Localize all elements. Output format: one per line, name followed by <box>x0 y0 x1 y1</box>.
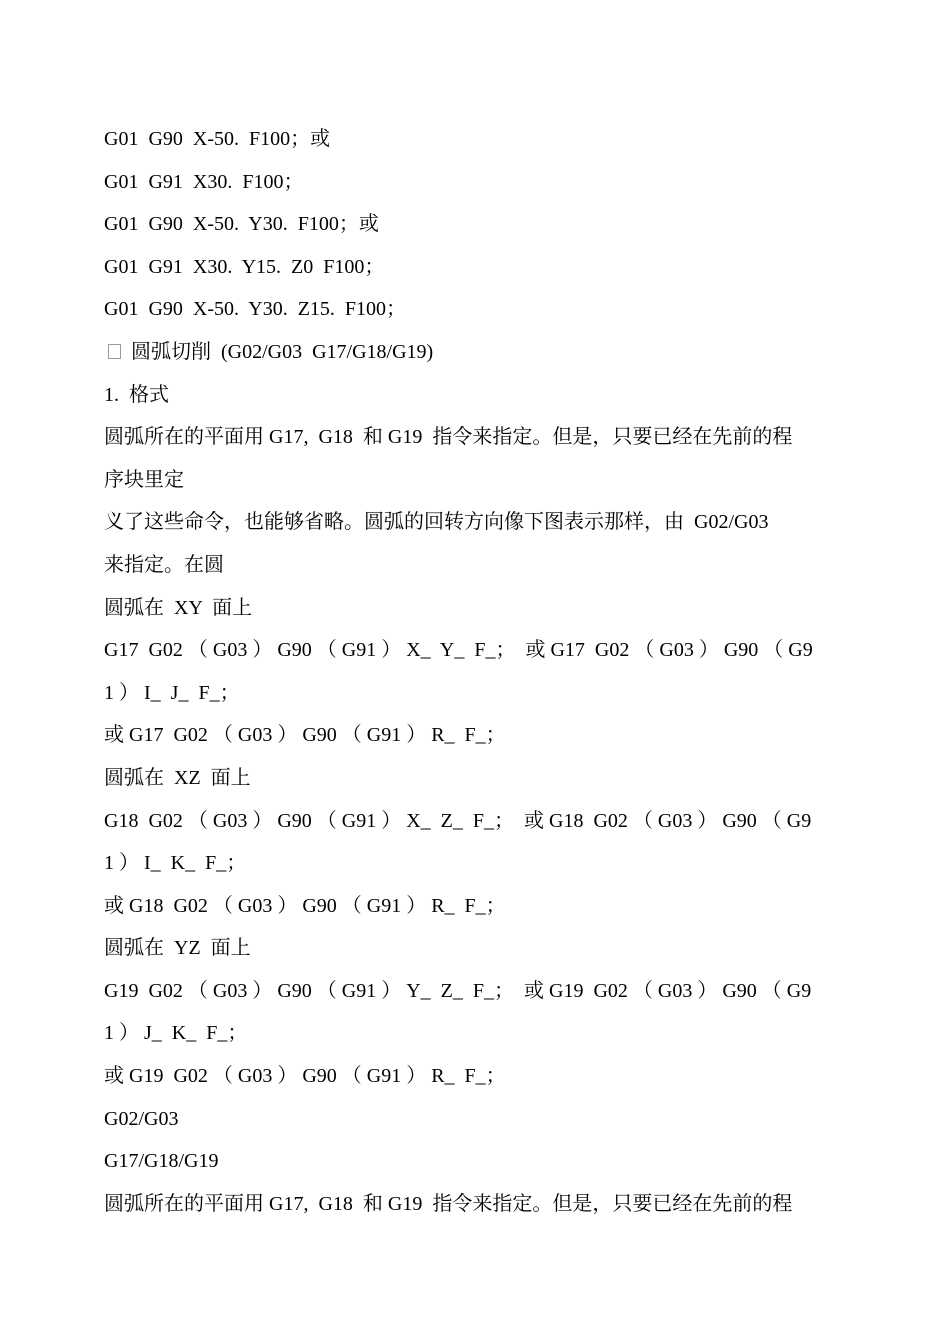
text-line: 或 G19 G02 （ G03 ） G90 （ G91 ） R_ F_； <box>104 1065 506 1088</box>
text-line: G01 G90 X-50. Y30. F100；或 <box>104 213 379 236</box>
section-heading-line <box>104 331 864 374</box>
text-line: G17/G18/G19 <box>104 1150 219 1173</box>
text-line: 或 G17 G02 （ G03 ） G90 （ G91 ） R_ F_； <box>104 724 506 747</box>
text-line: 义了这些命令，也能够省略。圆弧的回转方向像下图表示那样，由 G02/G03 <box>104 511 769 534</box>
text-line: G19 G02 （ G03 ） G90 （ G91 ） Y_ Z_ F_； 或 G19 G02 （ G03 ） G90 （ G9 <box>104 979 812 1002</box>
text-line: 1 ） J_ K_ F_； <box>104 1022 248 1045</box>
text-line: 1. 格式 <box>104 383 169 406</box>
text-line: G01 G90 X-50. F100；或 <box>104 128 331 150</box>
text-line: 圆弧所在的平面用 G17, G18 和 G19 指令来指定。但是，只要已经在先前的程 <box>104 1192 793 1215</box>
text-line: 1 ） I_ J_ F_； <box>104 681 240 704</box>
text-line: 圆弧在 XY 面上 <box>104 596 253 619</box>
text-line: 圆弧在 XZ 面上 <box>104 766 251 789</box>
text-line: G01 G91 X30. F100； <box>104 170 304 193</box>
missing-glyph-box-icon <box>108 344 121 359</box>
document-body <box>104 118 864 1225</box>
text-line: 1 ） I_ K_ F_； <box>104 852 247 875</box>
text-line: G01 G90 X-50. Y30. Z15. F100； <box>104 298 407 321</box>
text-line: G17 G02 （ G03 ） G90 （ G91 ） X_ Y_ F_； 或 G17 G02 （ G03 ） G90 （ G9 <box>104 639 813 662</box>
text-line: 圆弧所在的平面用 G17, G18 和 G19 指令来指定。但是，只要已经在先前的程 <box>104 426 793 449</box>
text-line: G01 G91 X30. Y15. Z0 F100； <box>104 255 385 278</box>
section-heading: 圆弧切削 (G02/G03 G17/G18/G19) <box>131 340 434 363</box>
text-line: 或 G18 G02 （ G03 ） G90 （ G91 ） R_ F_； <box>104 894 506 917</box>
text-line: G02/G03 <box>104 1107 179 1130</box>
text-line: G18 G02 （ G03 ） G90 （ G91 ） X_ Z_ F_； 或 G18 G02 （ G03 ） G90 （ G9 <box>104 809 812 832</box>
text-line: 来指定。在圆 <box>104 553 224 576</box>
text-line: 序块里定 <box>104 468 184 491</box>
text-line: 圆弧在 YZ 面上 <box>104 937 251 960</box>
